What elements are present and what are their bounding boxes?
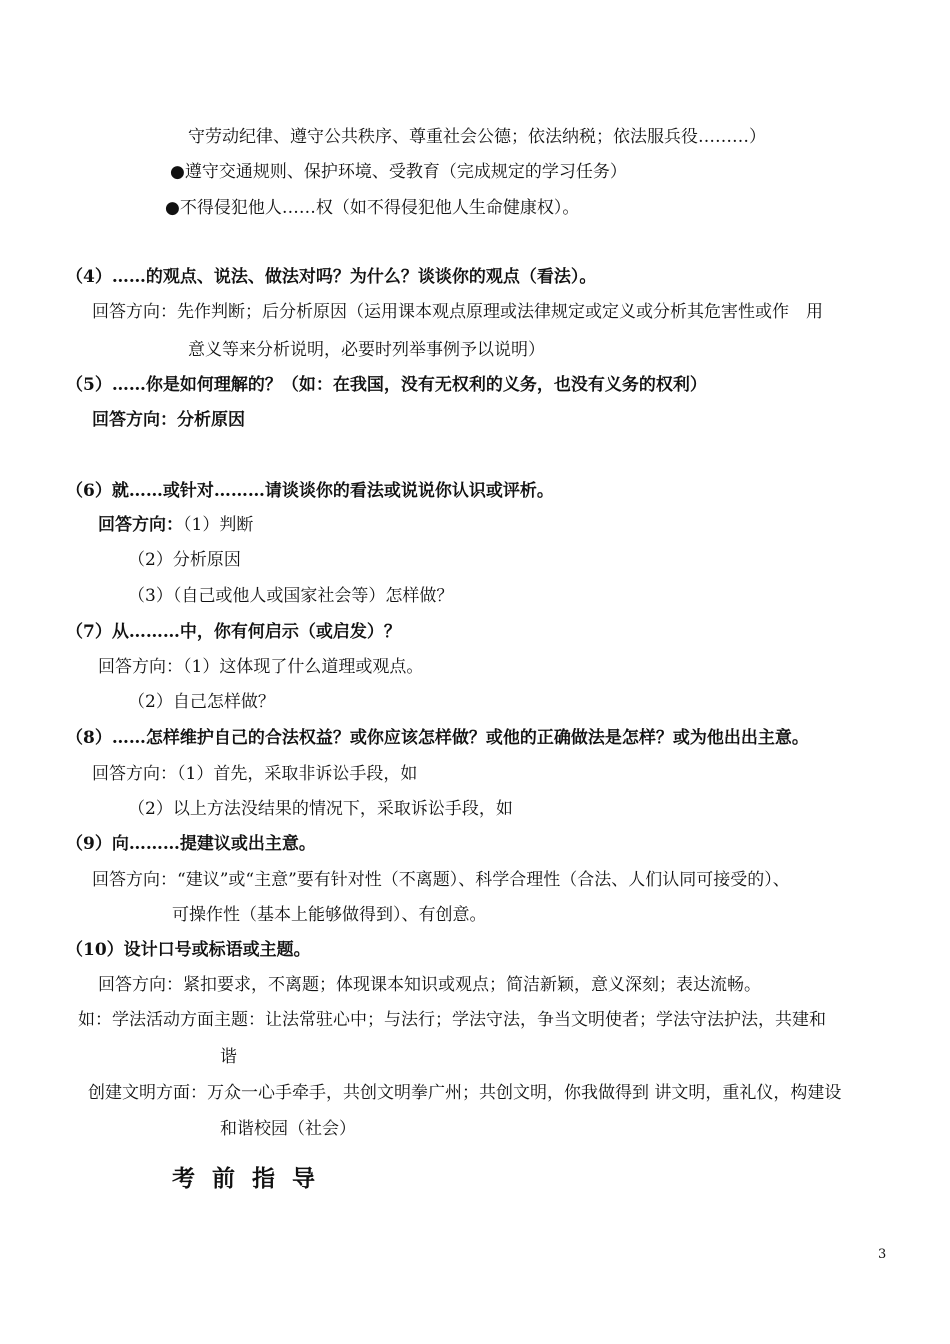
example-continuation: 谐 bbox=[220, 1047, 237, 1067]
answer-direction: 回答方向：分析原因 bbox=[92, 410, 245, 430]
section-title: 考前指导 bbox=[172, 1165, 332, 1192]
answer-continuation: 意义等来分析说明，必要时列举事例予以说明） bbox=[188, 340, 545, 360]
example-line: 如：学法活动方面主题：让法常驻心中；与法行；学法守法，争当文明使者；学法守法护法，共建和 bbox=[78, 1010, 826, 1030]
answer-item: （2）以上方法没结果的情况下，采取诉讼手段，如 bbox=[128, 799, 513, 819]
answer-item: （2）分析原因 bbox=[128, 550, 241, 570]
answer-direction: 回答方向：（1）首先，采取非诉讼手段，如 bbox=[92, 764, 418, 784]
answer-direction: 回答方向：（1）这体现了什么道理或观点。 bbox=[98, 657, 424, 677]
question-heading: （5）……你是如何理解的？（如：在我国，没有无权利的义务，也没有义务的权利） bbox=[66, 375, 707, 395]
answer-direction: 回答方向：先作判断；后分析原因（运用课本观点原理或法律规定或定义或分析其危害性或作 用 bbox=[92, 302, 823, 322]
list-line: 守劳动纪律、遵守公共秩序、尊重社会公德；依法纳税；依法服兵役………） bbox=[188, 127, 766, 147]
example-line: 创建文明方面：万众一心手牵手，共创文明拳广州；共创文明，你我做得到 讲文明，重礼仪，构建设 bbox=[88, 1083, 842, 1103]
question-heading: （8）……怎样维护自己的合法权益？或你应该怎样做？或他的正确做法是怎样？或为他出出主意。 bbox=[66, 728, 809, 748]
question-heading: （6）就……或针对………请谈谈你的看法或说说你认识或评析。 bbox=[66, 481, 554, 501]
answer-direction: 回答方向：“建议”或“主意”要有针对性（不离题）、科学合理性（合法、人们认同可接受的）、 bbox=[92, 870, 790, 890]
answer-direction: 回答方向：紧扣要求，不离题；体现课本知识或观点；简洁新颖，意义深刻；表达流畅。 bbox=[98, 975, 761, 995]
question-heading: （7）从………中，你有何启示（或启发）？ bbox=[66, 622, 401, 642]
answer-label: 回答方向： bbox=[98, 515, 183, 535]
answer-item: （2）自己怎样做？ bbox=[128, 692, 275, 712]
question-heading: （9）向………提建议或出主意。 bbox=[66, 834, 316, 854]
answer-item: （3）（自己或他人或国家社会等）怎样做？ bbox=[128, 586, 454, 606]
list-line: ●不得侵犯他人……权（如不得侵犯他人生命健康权）。 bbox=[165, 198, 580, 218]
example-continuation: 和谐校园（社会） bbox=[220, 1119, 356, 1139]
answer-direction bbox=[98, 513, 253, 537]
list-line: ●遵守交通规则、保护环境、受教育（完成规定的学习任务） bbox=[170, 162, 627, 182]
question-heading: （10）设计口号或标语或主题。 bbox=[66, 940, 311, 960]
question-heading: （4）……的观点、说法、做法对吗？为什么？谈谈你的观点（看法）。 bbox=[66, 267, 597, 287]
answer-continuation: 可操作性（基本上能够做得到）、有创意。 bbox=[172, 905, 487, 925]
answer-item: （1）判断 bbox=[183, 515, 254, 535]
page-number: 3 bbox=[878, 1247, 887, 1262]
